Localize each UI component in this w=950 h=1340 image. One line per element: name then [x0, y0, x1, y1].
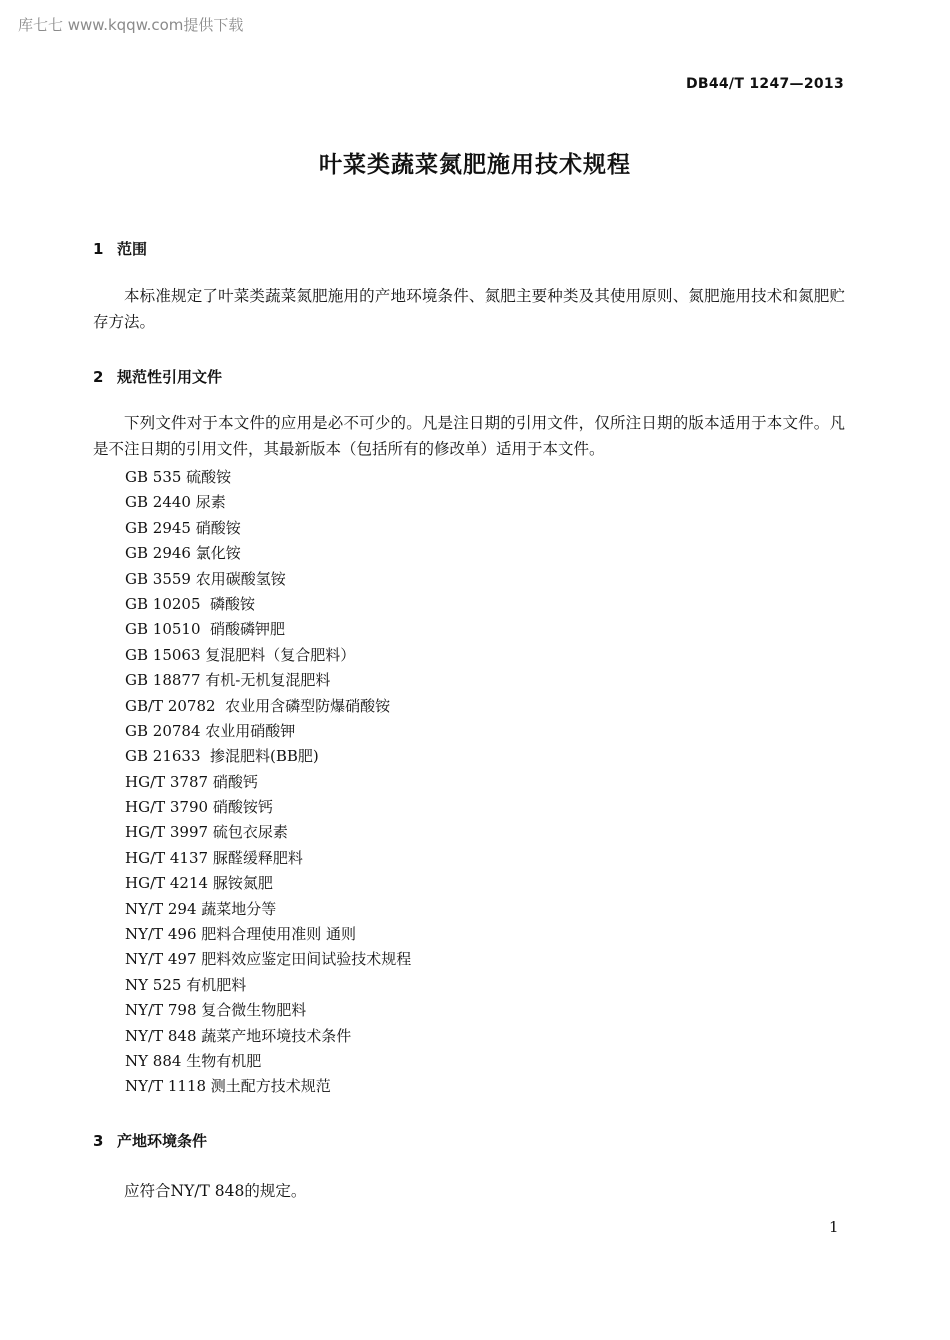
reference-item: GB 2945 硝酸铵 [125, 518, 241, 537]
reference-list [125, 465, 411, 1100]
environment-paragraph: 应符合NY/T 848的规定。 [124, 1182, 307, 1200]
reference-item: GB 20784 农业用硝酸钾 [125, 721, 296, 740]
section-heading-normative-references [93, 366, 222, 387]
reference-item: NY/T 294 蔬菜地分等 [125, 899, 277, 918]
reference-item: HG/T 4214 脲铵氮肥 [125, 874, 273, 893]
reference-item: NY/T 848 蔬菜产地环境技术条件 [125, 1026, 352, 1045]
reference-item: NY/T 496 肥料合理使用准则 通则 [125, 925, 357, 944]
reference-item: HG/T 3790 硝酸铵钙 [125, 798, 273, 817]
reference-item: GB 3559 农用碳酸氢铵 [125, 569, 286, 588]
reference-item: GB 2946 氯化铵 [125, 544, 241, 563]
reference-item: GB 535 硫酸铵 [125, 468, 232, 486]
section-heading-environment [93, 1130, 207, 1151]
document-code: DB44/T 1247—2013 [685, 76, 844, 92]
watermark: 库七七 www.kqqw.com提供下载 [18, 16, 244, 34]
reference-item: HG/T 3997 硫包衣尿素 [125, 823, 288, 842]
scope-paragraph: 本标准规定了叶菜类蔬菜氮肥施用的产地环境条件、氮肥主要种类及其使用原则、氮肥施用技术和氮肥贮存方法。 [93, 287, 845, 331]
section-number: 3 [93, 1132, 104, 1150]
section-title: 产地环境条件 [117, 1132, 208, 1150]
reference-item: NY 525 有机肥料 [125, 975, 247, 994]
section-number: 1 [93, 240, 104, 258]
page-number: 1 [829, 1218, 839, 1236]
section-title: 规范性引用文件 [117, 368, 223, 386]
reference-item: GB 21633 掺混肥料(BB肥) [125, 747, 319, 766]
page-title: 叶菜类蔬菜氮肥施用技术规程 [319, 152, 631, 178]
reference-item: GB 10510 硝酸磷钾肥 [125, 620, 286, 639]
reference-item: GB 18877 有机-无机复混肥料 [125, 671, 331, 690]
reference-item: NY/T 1118 测土配方技术规范 [125, 1077, 331, 1096]
section-number: 2 [93, 368, 104, 386]
reference-item: NY/T 497 肥料效应鉴定田间试验技术规程 [125, 950, 412, 969]
references-intro-paragraph: 下列文件对于本文件的应用是必不可少的。凡是注日期的引用文件，仅所注日期的版本适用于本文件。凡是不注日期的引用文件，其最新版本（包括所有的修改单）适用于本文件。 [93, 414, 845, 458]
reference-item: NY 884 生物有机肥 [125, 1051, 262, 1070]
section-heading-scope [93, 238, 147, 259]
reference-item: HG/T 3787 硝酸钙 [125, 772, 258, 791]
reference-item: GB 2440 尿素 [125, 493, 226, 512]
reference-item: GB 15063 复混肥料（复合肥料） [125, 645, 356, 664]
section-title: 范围 [117, 240, 148, 258]
reference-item: GB/T 20782 农业用含磷型防爆硝酸铵 [125, 696, 391, 715]
reference-item: GB 10205 磷酸铵 [125, 594, 256, 613]
reference-item: NY/T 798 复合微生物肥料 [125, 1001, 307, 1020]
reference-item: HG/T 4137 脲醛缓释肥料 [125, 848, 303, 867]
